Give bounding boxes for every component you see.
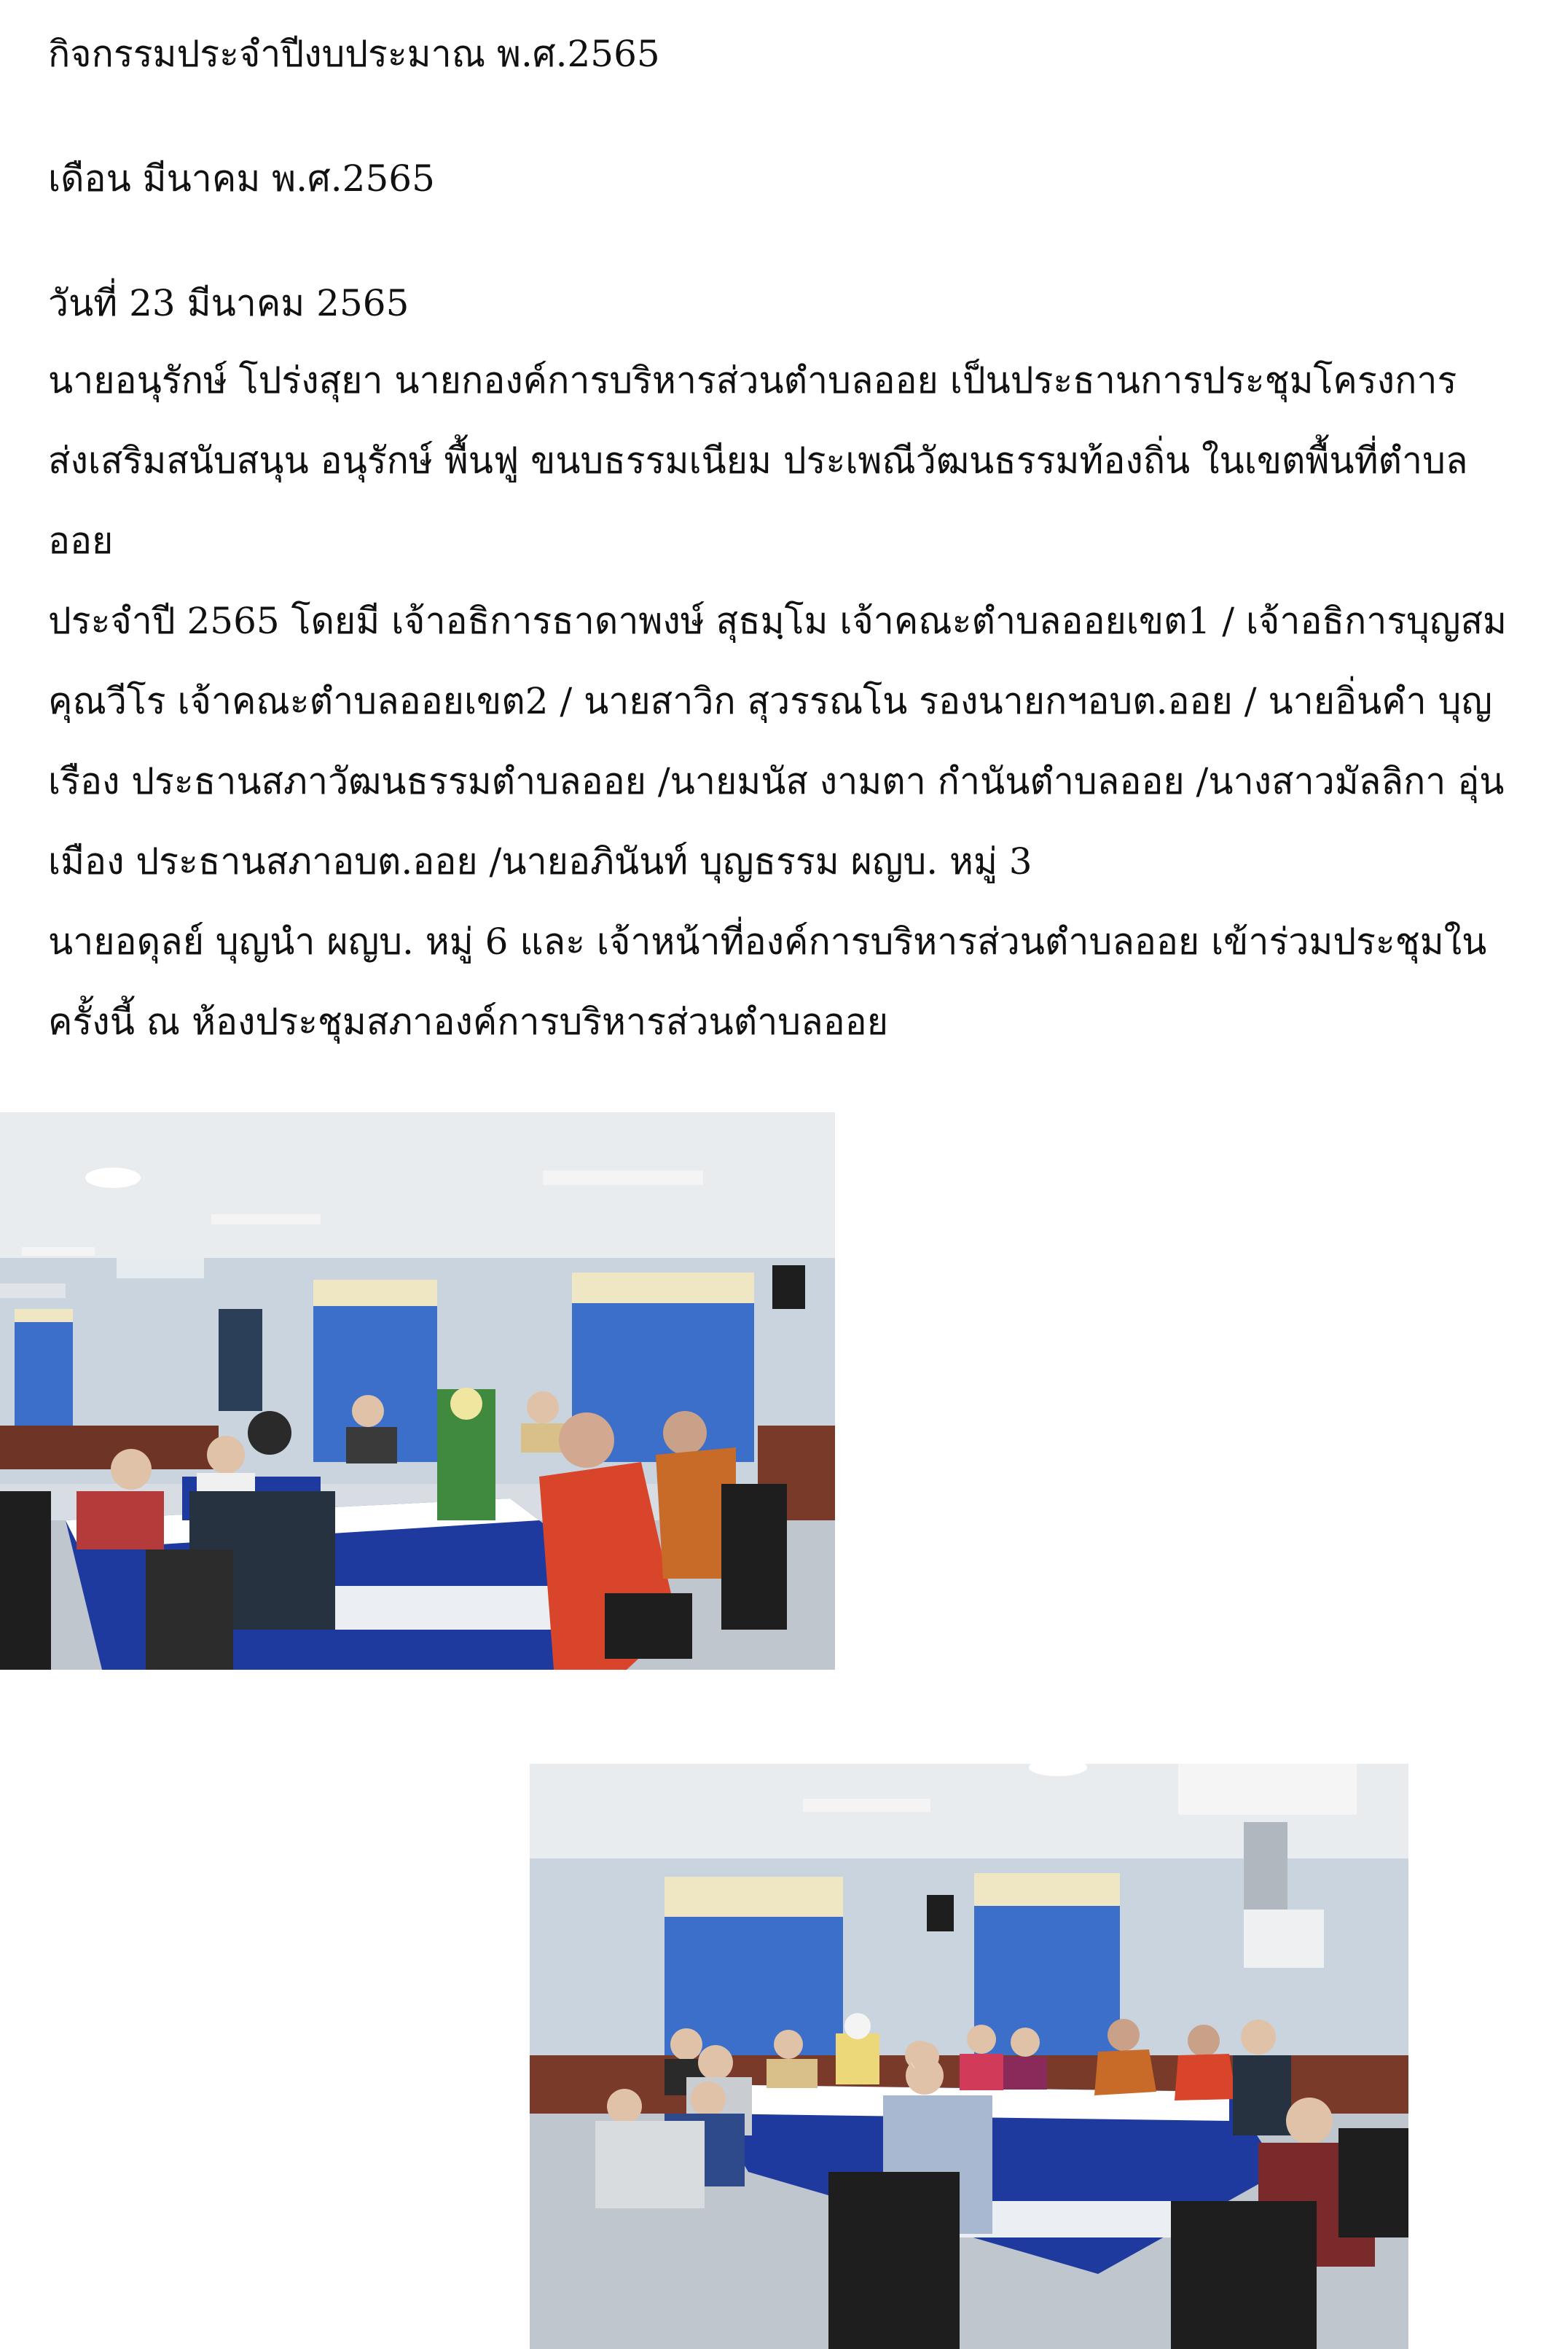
body-line: ส่งเสริมสนับสนุน อนุรักษ์ พื้นฟู ขนบธรรมเนียม ประเพณีวัฒนธรรมท้องถิ่น ในเขตพื้นที่ตำบล: [48, 439, 1468, 482]
meeting-photo-1-image: [0, 1112, 835, 1670]
meeting-photo-1: [0, 1112, 835, 1670]
meeting-photo-2-image: [530, 1764, 1408, 2349]
body-line: คุณวีโร เจ้าคณะตำบลออยเขต2 / นายสาวิก สุวรรณโน รองนายกฯอบต.ออย / นายอิ่นคำ บุญ: [48, 680, 1492, 722]
body-line: เรือง ประธานสภาวัฒนธรรมตำบลออย /นายมนัส งามตา กำนันตำบลออย /นางสาวมัลลิกา อุ่น: [48, 760, 1505, 802]
document-month: เดือน มีนาคม พ.ศ.2565: [48, 157, 435, 200]
body-line: นายอนุรักษ์ โปร่งสุยา นายกองค์การบริหารส่วนตำบลออย เป็นประธานการประชุมโครงการ: [48, 359, 1457, 402]
meeting-photo-2: [530, 1764, 1408, 2349]
body-line: ออย: [48, 520, 114, 562]
body-line: เมือง ประธานสภาอบต.ออย /นายอภินันท์ บุญธรรม ผญบ. หมู่ 3: [48, 840, 1032, 883]
body-line: ครั้งนี้ ณ ห้องประชุมสภาองค์การบริหารส่วนตำบลออย: [48, 1001, 889, 1043]
body-line: ประจำปี 2565 โดยมี เจ้าอธิการธาดาพงษ์ สุธมฺโม เจ้าคณะตำบลออยเขต1 / เจ้าอธิการบุญสม: [48, 600, 1508, 642]
document-date: วันที่ 23 มีนาคม 2565: [48, 282, 409, 324]
body-line: นายอดุลย์ บุญนำ ผญบ. หมู่ 6 และ เจ้าหน้าที่องค์การบริหารส่วนตำบลออย เข้าร่วมประชุมใน: [48, 921, 1487, 963]
document-heading: กิจกรรมประจำปีงบประมาณ พ.ศ.2565: [48, 33, 660, 75]
